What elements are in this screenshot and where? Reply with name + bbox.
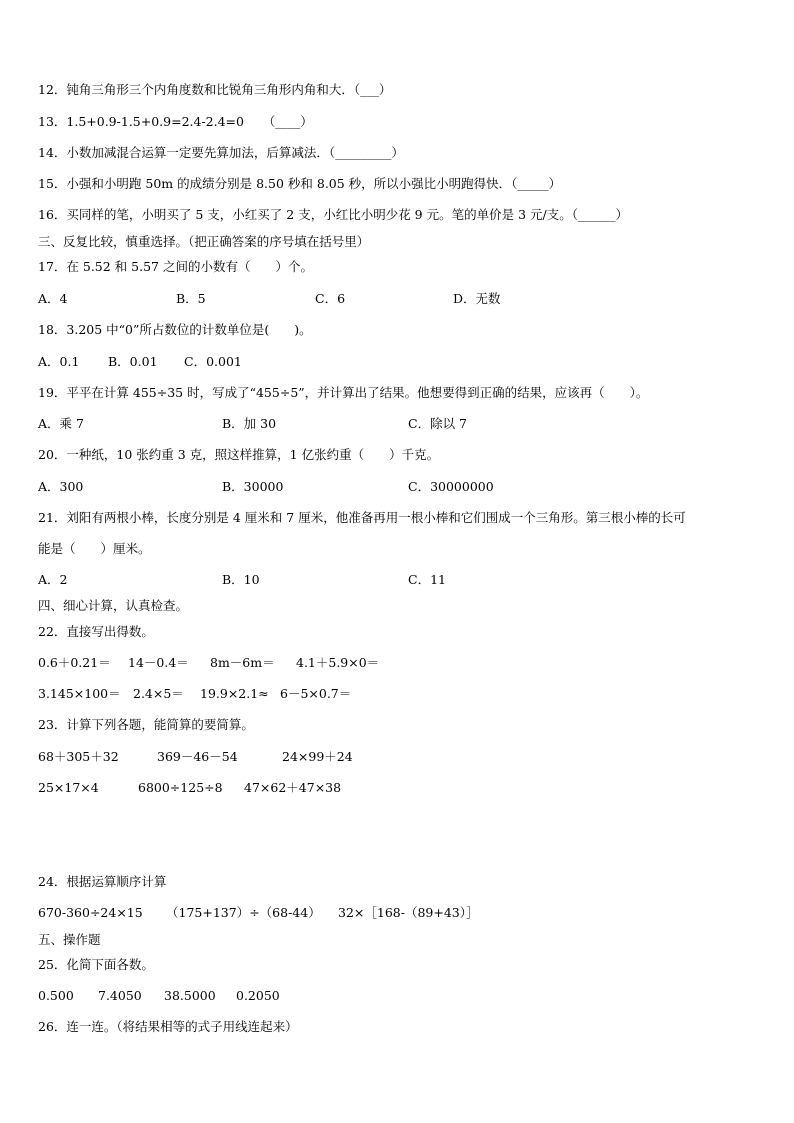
question-15: 15．小强和小明跑 50m 的成绩分别是 8.50 秒和 8.05 秒，所以小强比小明跑得快．（_____）: [38, 176, 562, 191]
section-3-heading: 三、反复比较，慎重选择。（把正确答案的序号填在括号里）: [38, 234, 370, 249]
q22-item: 8m－6m＝: [210, 655, 275, 670]
question-16: 16．买同样的笔，小明买了 5 支，小红买了 2 支，小红比小明少花 9 元。笔的单价是 3 元/支。（______）: [38, 207, 628, 222]
q24-item: 32×［168-（89+43）］: [338, 905, 479, 920]
q17-option-c: C．6: [315, 291, 346, 306]
q19-option-c: C．除以 7: [408, 416, 467, 431]
q17-option-d: D．无数: [453, 291, 501, 306]
question-19-stem: 19．平平在计算 455÷35 时，写成了“455÷5”，并计算出了结果。他想要得到正确的结果，应该再（ ）。: [38, 385, 649, 400]
q20-option-b: B．30000: [222, 479, 284, 494]
q23-item: 6800÷125÷8: [138, 780, 223, 795]
question-18-stem: 18．3.205 中“0”所占数位的计数单位是( )。: [38, 322, 312, 337]
q25-item: 0.2050: [236, 988, 280, 1003]
q22-item: 14－0.4＝: [128, 655, 189, 670]
q22-item: 2.4×5＝: [133, 686, 184, 701]
q23-item: 25×17×4: [38, 780, 99, 795]
section-5-heading: 五、操作题: [38, 932, 101, 947]
question-22-stem: 22．直接写出得数。: [38, 624, 154, 639]
q19-option-b: B．加 30: [222, 416, 277, 431]
q20-option-c: C．30000000: [408, 479, 494, 494]
q21-option-a: A．2: [38, 572, 68, 587]
q17-option-a: A．4: [38, 291, 68, 306]
q21-option-b: B．10: [222, 572, 260, 587]
q22-item: 6－5×0.7＝: [280, 686, 352, 701]
q22-item: 4.1＋5.9×0＝: [296, 655, 380, 670]
section-4-heading: 四、细心计算，认真检查。: [38, 598, 189, 613]
q20-option-a: A．300: [38, 479, 84, 494]
q24-item: 670-360÷24×15: [38, 905, 143, 920]
q23-item: 47×62＋47×38: [244, 780, 342, 795]
question-21-stem-line1: 21．刘阳有两根小棒，长度分别是 4 厘米和 7 厘米，他准备再用一根小棒和它们围成一个三角形。第三根小棒的长可: [38, 510, 686, 525]
question-14: 14．小数加减混合运算一定要先算加法，后算减法．（_________）: [38, 145, 404, 160]
q22-item: 0.6＋0.21＝: [38, 655, 111, 670]
q17-option-b: B．5: [176, 291, 206, 306]
question-24-stem: 24．根据运算顺序计算: [38, 874, 167, 889]
q18-option-b: B．0.01: [108, 354, 158, 369]
q21-option-c: C．11: [408, 572, 446, 587]
q23-item: 24×99＋24: [282, 749, 353, 764]
q18-option-c: C．0.001: [184, 354, 242, 369]
question-12: 12．钝角三角形三个内角度数和比锐角三角形内角和大．（___）: [38, 82, 392, 97]
question-21-stem-line2: 能是（ ）厘米。: [38, 541, 151, 556]
q22-item: 3.145×100＝: [38, 686, 121, 701]
question-26: 26．连一连。（将结果相等的式子用线连起来）: [38, 1019, 298, 1034]
q18-option-a: A．0.1: [38, 354, 80, 369]
q25-item: 38.5000: [164, 988, 216, 1003]
question-13: 13．1.5+0.9-1.5+0.9=2.4-2.4=0 （____）: [38, 114, 313, 129]
question-23-stem: 23．计算下列各题，能简算的要简算。: [38, 717, 254, 732]
q24-item: （175+137）÷（68-44）: [166, 905, 321, 920]
q23-item: 68＋305＋32: [38, 749, 119, 764]
question-20-stem: 20．一种纸，10 张约重 3 克，照这样推算，1 亿张约重（ ）千克。: [38, 447, 440, 462]
q22-item: 19.9×2.1≈: [200, 686, 269, 701]
q25-item: 7.4050: [98, 988, 142, 1003]
question-25-stem: 25．化简下面各数。: [38, 957, 154, 972]
question-17-stem: 17．在 5.52 和 5.57 之间的小数有（ ）个。: [38, 259, 313, 274]
q25-item: 0.500: [38, 988, 74, 1003]
q19-option-a: A．乘 7: [38, 416, 84, 431]
q23-item: 369－46－54: [157, 749, 238, 764]
